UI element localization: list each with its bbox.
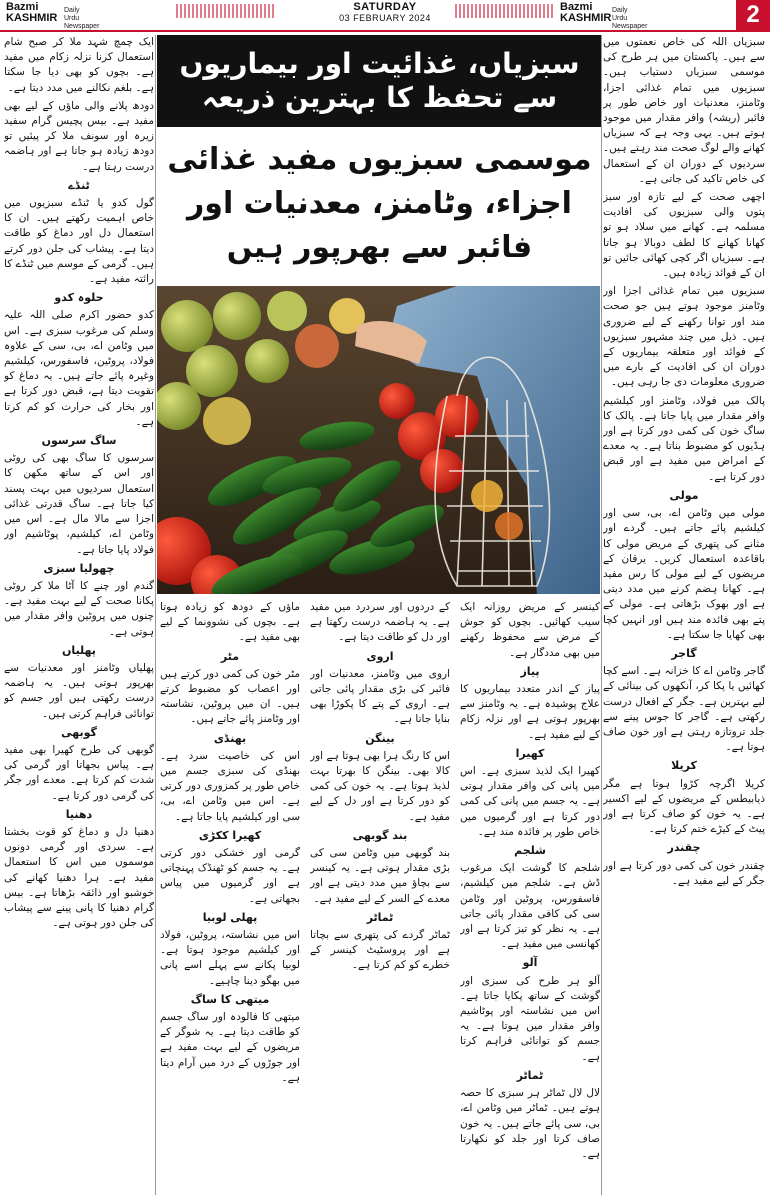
section-subheading: مولی <box>669 488 699 502</box>
section-subheading: اروی <box>366 649 394 663</box>
paragraph: میتھی کا فالودہ اور ساگ جسم کو طاقت دیتا ہے۔ یہ شوگر کے مریضوں کے لیے بہت مفید ہے اور جوڑوں کے درد میں آرام دیتا ہے۔ <box>160 1011 300 1084</box>
article-column-bottom-3 <box>160 600 300 1195</box>
masthead-brand-left <box>6 1 100 30</box>
paragraph: کینسر کے مریض روزانہ ایک سیب کھائیں۔ بچوں کو جوش کے مرض سے محفوظ رکھنے میں بھی مددگار ہے۔ <box>460 601 600 659</box>
paragraph: سبزیاں اللہ کی خاص نعمتوں میں سے ہیں۔ پاکستان میں ہر طرح کی موسمی سبزیاں دستیاب ہیں۔ سبزیوں میں تمام غذائی اجزا، وٹامنز، معدنیات اور خاص طور پر فائبر (ریشہ) وافر مقدار میں موجود ہوتے ہیں۔ یہی وجہ ہے کہ سبزیاں کھانے والے لوگ صحت مند رہتے ہیں۔ سردیوں کے دوران ان کے استعمال کی خاص تاکید کی جاتی ہے۔ <box>603 36 765 185</box>
page-number: 2 <box>736 0 770 30</box>
paragraph: آلو ہر طرح کی سبزی اور گوشت کے ساتھ پکایا جاتا ہے۔ اس میں نشاستہ اور پوٹاشیم وافر مقدار میں ہوتا ہے۔ یہ جسم کو توانائی فراہم کرتا ہے۔ <box>460 974 600 1063</box>
section-subheading: کریلا <box>671 759 697 773</box>
section-subheading: بینگن <box>365 731 395 745</box>
column-rule <box>601 35 602 1195</box>
tagline-line-2: Urdu Newspaper <box>612 15 648 30</box>
brand-line-1: Bazmi <box>6 1 39 13</box>
section-subheading: بھنڈی <box>213 731 247 745</box>
paragraph: دھنیا دل و دماغ کو قوت بخشتا ہے۔ سردی اور گرمی دونوں موسموں میں اس کا استعمال مفید ہے۔ ہرا دھنیا کھانے کی خوشبو اور ذائقہ بڑھاتا ہے۔ بیس گرام دھنیا کا پانی پینے سے پیشاب کی جلن دور ہوتی ہے۔ <box>4 825 154 930</box>
masthead-decor-left <box>176 4 276 18</box>
paragraph: بند گوبھی میں وٹامن سی کی بڑی مقدار ہوتی ہے۔ یہ کینسر سے بچاؤ میں مدد دیتی ہے اور معدے کے السر کے لیے مفید ہے۔ <box>310 847 450 905</box>
brand-line-2: KASHMIR <box>560 12 612 24</box>
masthead-date <box>290 1 480 23</box>
brand-line-2: KASHMIR <box>6 12 58 24</box>
section-subheading: گاجر <box>671 646 697 660</box>
paragraph: اس کا رنگ ہرا بھی ہوتا ہے اور کالا بھی۔ بینگن کا بھرتا بہت لذیذ ہوتا ہے۔ یہ خون کی کمی کو دور کرتا ہے اور دل کے لیے مفید ہے۔ <box>310 749 450 823</box>
article-column-bottom-2 <box>310 600 450 1195</box>
section-subheading: پیاز <box>520 664 540 678</box>
tagline-line-1: Daily <box>612 7 628 14</box>
article-column-bottom-1 <box>460 600 600 1195</box>
issue-date: 03 FEBRUARY 2024 <box>339 13 431 23</box>
paragraph: گول کدو یا ٹنڈے سبزیوں میں خاص اہمیت رکھتے ہیں۔ ان کا استعمال دل اور دماغ کو طاقت دیتا ہے۔ پیشاب کی جلن دور کرتے ہیں۔ گرمی کے موسم میں ٹنڈے کا رائتہ مفید ہے۔ <box>4 197 154 286</box>
paragraph: اس میں نشاستہ، پروٹین، فولاد اور کیلشیم موجود ہوتا ہے۔ لوبیا پکانے سے پہلے اسے پانی میں بھگو دینا چاہیے۔ <box>160 929 300 987</box>
paragraph: پھلیاں وٹامنز اور معدنیات سے بھرپور ہوتی ہیں۔ یہ ہاضمہ درست رکھتی ہیں اور جسم کو توانائی فراہم کرتی ہیں۔ <box>4 661 154 720</box>
section-subheading: پھلیاں <box>62 643 96 657</box>
paragraph: گوبھی کی طرح کھیرا بھی مفید ہے۔ پیاس بجھاتا اور گرمی کی شدت کم کرتا ہے۔ معدے اور جگر کی گرمی دور کرتا ہے۔ <box>4 743 154 802</box>
section-subheading: گوبھی <box>61 725 97 739</box>
paragraph: کدو حضور اکرم صلی اللہ علیہ وسلم کی مرغوب سبزی ہے۔ اس میں وٹامن اے، بی، سی کے علاوہ فولاد، پروٹین، فاسفورس، کیلشیم وغیرہ پائے جاتے ہیں۔ یہ دماغ کو تقویت دیتا ہے، قبض دور کرتا ہے اور بخار کی حرارت کو کم کرتا ہے۔ <box>4 309 154 428</box>
column-rule <box>155 35 156 1195</box>
section-subheading: آلو <box>522 956 538 970</box>
paragraph: گندم اور چنے کا آٹا ملا کر روٹی پکانا صحت کے لیے بہت مفید ہے۔ چنوں میں پروٹین وافر مقدار میں ہوتی ہے۔ <box>4 579 154 638</box>
masthead <box>0 0 770 30</box>
tagline-line-2: Urdu Newspaper <box>64 15 100 30</box>
section-subheading: ٹماٹر <box>516 1068 544 1082</box>
section-subheading: حلوہ کدو <box>54 291 104 305</box>
section-subheading: شلجم <box>514 844 546 858</box>
masthead-decor-right <box>455 4 555 18</box>
paragraph: گاجر وٹامن اے کا خزانہ ہے۔ اسے کچا کھائیں یا پکا کر، آنکھوں کی بینائی کے لیے بہترین ہے۔ جگر کے افعال درست رکھتی ہے۔ گاجر کا جوس پینے سے جلد تروتازہ رہتی ہے اور خون صاف ہوتا ہے۔ <box>603 665 765 754</box>
paragraph: ماؤں کے دودھ کو زیادہ ہوتا ہے۔ بچوں کی نشوونما کے لیے بھی مفید ہے۔ <box>160 601 300 644</box>
section-subheading: دھنیا <box>65 807 93 821</box>
paragraph: ایک چمچ شہد ملا کر صبح شام استعمال کرنا نزلہ زکام میں مفید ہے۔ بچوں کو بھی دیا جا سکتا ہے۔ بلغم نکالنے میں مدد دیتا ہے۔ <box>4 36 154 94</box>
masthead-brand-right <box>560 1 648 30</box>
paragraph: پالک میں فولاد، وٹامنز اور کیلشیم وافر مقدار میں پایا جاتا ہے۔ پالک کا ساگ خون کی کمی دور کرتا ہے اور ہڈیوں کو مضبوط بناتا ہے۔ یہ معدے کے امراض میں مفید ہے اور قبض دور کرتا ہے۔ <box>603 394 765 483</box>
brand-tagline <box>64 7 99 31</box>
paragraph: مولی میں وٹامن اے، بی، سی اور کیلشیم پائے جاتے ہیں۔ گردے اور مثانے کی پتھری کے مریض مولی کا باقاعدہ استعمال کریں۔ یرقان کے مریضوں کے لیے مولی کا رس مفید ہے۔ کھانا ہضم کرنے میں مدد دیتی ہے اور بھوک بڑھاتی ہے۔ مولی کے پتے بھی فائدہ مند ہیں اور انہیں کچا بھی کھایا جا سکتا ہے۔ <box>603 507 765 641</box>
brand-tagline <box>612 7 647 31</box>
section-subheading: ٹنڈے <box>68 178 90 192</box>
section-subheading: ٹماٹر <box>366 910 394 924</box>
section-subheading: پھلی لوبیا <box>202 910 258 924</box>
paragraph: مٹر خون کی کمی دور کرتے ہیں اور اعصاب کو مضبوط کرتے ہیں۔ ان میں پروٹین، نشاستہ اور وٹامنز پائے جاتے ہیں۔ <box>160 667 300 726</box>
section-subheading: چقندر <box>667 841 701 855</box>
paragraph: اس کی خاصیت سرد ہے۔ بھنڈی کی سبزی جسم میں خاص طور پر کمزوری دور کرتی ہے۔ اس میں وٹامن اے، بی، سی اور کیلشیم پایا جاتا ہے۔ <box>160 749 300 823</box>
vegetables-market-photo <box>157 286 600 594</box>
section-subheading: بند گوبھی <box>352 828 408 842</box>
article-headline: سبزیاں، غذائیت اور بیماریوں سے تحفظ کا بہترین ذریعہ <box>157 35 602 127</box>
brand-line-1: Bazmi <box>560 1 593 13</box>
masthead-rule <box>0 30 770 32</box>
paragraph: ٹماٹر گردے کی پتھری سے بچاتا ہے اور پروسٹیٹ کینسر کے خطرے کو کم کرتا ہے۔ <box>310 929 450 972</box>
paragraph: لال لال ٹماٹر ہر سبزی کا حصہ ہوتے ہیں۔ ٹماٹر میں وٹامن اے، بی، سی پائے جاتے ہیں۔ یہ خون صاف کرتا اور جلد کو نکھارتا ہے۔ <box>460 1087 600 1160</box>
issue-day: SATURDAY <box>353 1 417 13</box>
paragraph: شلجم کا گوشت ایک مرغوب ڈش ہے۔ شلجم میں کیلشیم، فاسفورس، پروٹین اور وٹامن سی کی کافی مقدار پائی جاتی ہے۔ یہ نظر کو تیز کرتا ہے اور کھانسی میں مفید ہے۔ <box>460 862 600 951</box>
paragraph: کے دردوں اور سردرد میں مفید ہے۔ یہ ہاضمہ درست رکھتا ہے اور دل کو طاقت دیتا ہے۔ <box>310 601 450 644</box>
article-subheadline: موسمی سبزیوں مفید غذائی اجزاء، وٹامنز، معدنیات اور فائبر سے بھرپور ہیں <box>167 142 592 265</box>
article-column-left <box>4 35 154 1195</box>
paragraph: گرمی اور خشکی دور کرتی ہے۔ یہ جسم کو ٹھنڈک پہنچاتی ہے اور گرمیوں میں پیاس بجھاتی ہے۔ <box>160 847 300 905</box>
photo-illustration <box>157 286 600 594</box>
section-subheading: کھیرا <box>515 746 545 760</box>
paragraph: پیاز کے اندر متعدد بیماریوں کا علاج پوشیدہ ہے۔ یہ وٹامنز سے بھرپور ہوتی ہے اور نزلہ زکام کے لیے مفید ہے۔ <box>460 683 600 741</box>
paragraph: دودھ پلانے والی ماؤں کے لیے بھی مفید ہے۔ بیس پچیس گرام سفید زیرہ اور سونف ملا کر پیئیں تو دودھ زیادہ ہو جاتا ہے اور ہاضمہ درست رہتا ہے۔ <box>4 99 154 173</box>
section-subheading: چھولیا سبزی <box>43 561 115 575</box>
paragraph: سبزیوں میں تمام غذائی اجزا اور وٹامنز موجود ہوتے ہیں جو صحت مند اور توانا رکھنے کے لیے ضروری ہیں۔ ذیل میں چند مشہور سبزیوں کے فوائد اور متعلقہ بیماریوں کے دوران ان کی افادیت کے بارے میں ضروری معلومات دی جا رہی ہیں۔ <box>603 285 765 389</box>
paragraph: چقندر خون کی کمی دور کرتا ہے اور جگر کے لیے مفید ہے۔ <box>603 859 765 887</box>
paragraph: کھیرا ایک لذیذ سبزی ہے۔ اس میں پانی کی وافر مقدار ہوتی ہے۔ یہ جسم میں پانی کی کمی دور کرتا ہے اور گرمیوں میں خاص طور پر فائدہ مند ہے۔ <box>460 765 600 838</box>
tagline-line-1: Daily <box>64 7 80 14</box>
paragraph: کریلا اگرچہ کڑوا ہوتا ہے مگر ذیابیطس کے مریضوں کے لیے اکسیر ہے۔ یہ خون کو صاف کرتا ہے اور پیٹ کے کیڑے ختم کرتا ہے۔ <box>603 777 765 836</box>
paragraph: اچھی صحت کے لیے تازہ اور سبز پتوں والی سبزیوں کی افادیت مسلمہ ہے۔ کھانے میں سلاد ہو تو کھانا کھانے کا لطف دوبالا ہو جاتا ہے۔ سبزیاں اگر کچی کھائی جائیں تو ان کے فوائد زیادہ ہیں۔ <box>603 191 765 280</box>
article-column-right <box>603 35 765 1195</box>
section-subheading: کھیرا ککڑی <box>198 828 262 842</box>
section-subheading: مٹر <box>220 649 240 663</box>
paragraph: اروی میں وٹامنز، معدنیات اور فائبر کی بڑی مقدار پائی جاتی ہے۔ اروی کے پتے کا پکوڑا بھی بنایا جاتا ہے۔ <box>310 667 450 726</box>
section-subheading: ساگ سرسوں <box>41 434 117 448</box>
paragraph: سرسوں کا ساگ بھی کی روٹی اور اس کے ساتھ مکھن کا استعمال سردیوں میں بہت پسند کیا جاتا ہے۔ ساگ قدرتی غذائی اجزا سے مالا مال ہے۔ اس میں وٹامن اے، کیلشیم، پوٹاشیم اور فولاد پایا جاتا ہے۔ <box>4 452 154 556</box>
section-subheading: میتھی کا ساگ <box>190 992 270 1006</box>
